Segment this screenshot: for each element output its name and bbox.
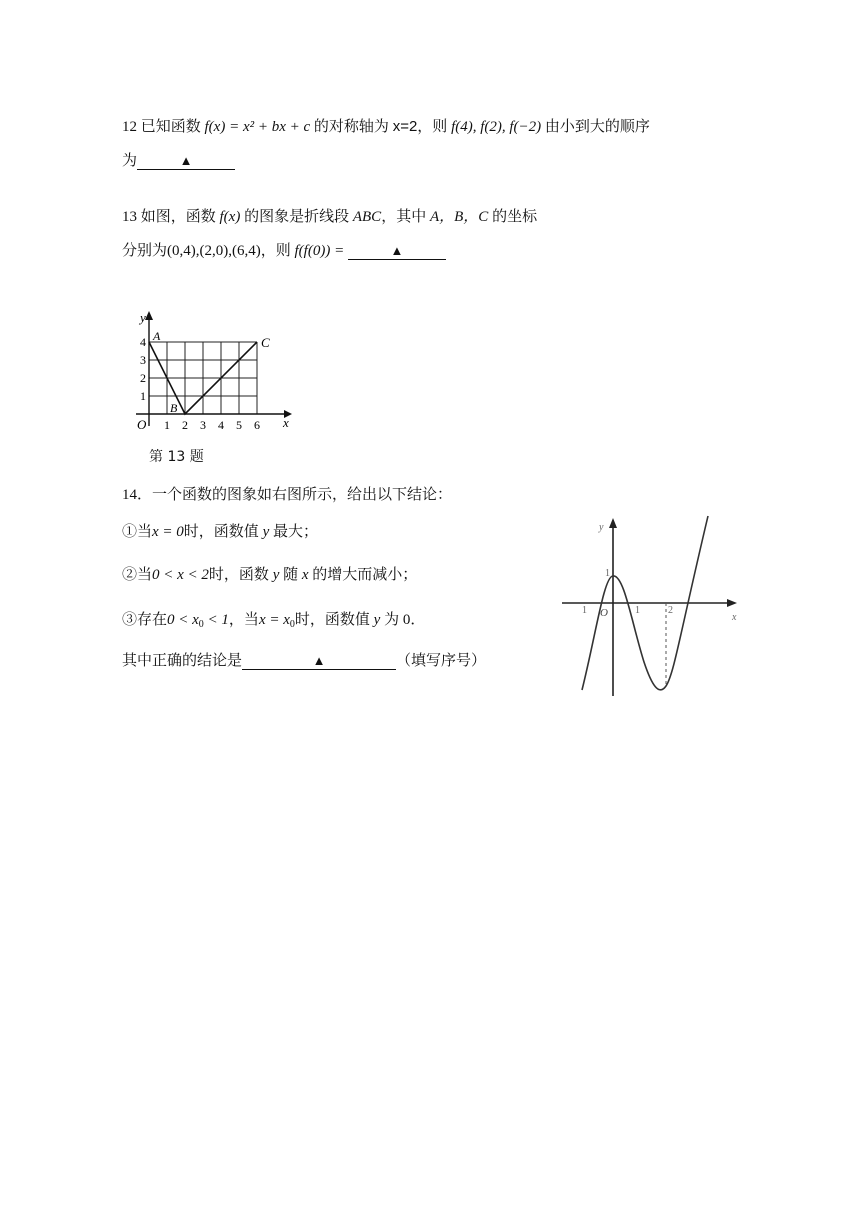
- q13-text-d: 的坐标: [492, 209, 538, 225]
- tick-label-y1: 1: [605, 568, 610, 579]
- q14-conclusion-3: [122, 609, 425, 636]
- x-tick-label: 2: [182, 418, 188, 432]
- q12-axis: x=2: [392, 118, 418, 135]
- q14-intro-text: ．一个函数的图象如右图所示，给出以下结论：: [137, 487, 453, 503]
- q14-c1-cond: x = 0: [152, 524, 184, 540]
- origin-label: O: [137, 417, 147, 432]
- q14-c1-var: y: [262, 524, 270, 540]
- q14-c2-cond: 0 < x < 2: [152, 567, 209, 583]
- y-tick-labels: [140, 335, 146, 403]
- q12-text-b: 的对称轴为: [313, 119, 389, 135]
- x-axis-label: x: [732, 612, 737, 623]
- q14-c1-text-2: 最大；: [272, 524, 318, 540]
- q12-number: 12: [122, 119, 137, 135]
- q14-answer-prefix: 其中正确的结论是: [122, 653, 243, 669]
- q14-conclusion-1: [122, 521, 318, 543]
- q14-c2-var2: x: [301, 567, 309, 583]
- q14-c3-eq: $x = x_0$: [258, 612, 295, 630]
- q12-line-1: [122, 116, 650, 138]
- q14-answer-line: [122, 650, 486, 672]
- q14-c3-text-2: 时，函数值: [294, 612, 370, 628]
- q14-c2-mark: ②当: [122, 567, 153, 583]
- q13-text-b: 的图象是折线段: [244, 209, 350, 225]
- q12-text-a: 已知函数: [140, 119, 201, 135]
- q13-func: f(x): [219, 209, 241, 225]
- triangle-icon: ▲: [312, 653, 326, 668]
- triangle-icon: ▲: [179, 153, 193, 168]
- tick-label-2: 2: [668, 605, 673, 616]
- q14-answer-blank[interactable]: [242, 652, 396, 670]
- x-axis-arrow-icon: [727, 599, 737, 607]
- q12-line-2: [122, 150, 235, 172]
- x-tick-label: 6: [254, 418, 260, 432]
- point-c-label: C: [261, 335, 270, 350]
- q14-c3-text: ，当: [228, 612, 259, 628]
- x-tick-label: 3: [200, 418, 206, 432]
- tick-label-1: 1: [635, 605, 640, 616]
- q12-function: f(x) = x² + bx + c: [204, 119, 311, 135]
- q14-c2-var: y: [272, 567, 280, 583]
- q13-grid: [149, 342, 257, 414]
- y-tick-label: 3: [140, 353, 146, 367]
- x-tick-labels: [164, 418, 260, 432]
- q13-text-e: ，则: [260, 243, 291, 259]
- q14-c2-text-3: 的增大而减小；: [312, 567, 418, 583]
- q14-c3-var: y: [373, 612, 381, 628]
- q13-segment: ABC: [352, 209, 382, 225]
- x-axis-label: x: [283, 415, 289, 430]
- q13-text-a: 如图，函数: [140, 209, 216, 225]
- x-tick-label: 5: [236, 418, 242, 432]
- point-b-label: B: [170, 401, 178, 415]
- triangle-icon: ▲: [390, 243, 404, 258]
- y-axis-arrow-icon: [609, 518, 617, 528]
- y-axis-label: y: [599, 522, 604, 533]
- q14-intro: [122, 484, 452, 506]
- q14-number: 14: [122, 487, 137, 503]
- q14-c3-cond: $0 < x_0 < 1$: [167, 612, 229, 630]
- q13-points: A，B，C: [429, 209, 489, 225]
- q14-answer-suffix: （填写序号）: [396, 653, 487, 669]
- x-tick-label: 4: [218, 418, 224, 432]
- q13-figure-caption: 第 13 题: [149, 449, 204, 465]
- tick-label-neg-1: 1: [582, 605, 587, 616]
- q13-coords: (0,4),(2,0),(6,4): [167, 243, 261, 259]
- q12-values: f(4), f(2), f(−2): [451, 119, 542, 135]
- q12-line2-prefix: 为: [122, 153, 138, 169]
- q13-number: 13: [122, 209, 137, 225]
- y-axis-label: y: [140, 310, 146, 325]
- point-a-label: A: [153, 329, 161, 343]
- q13-figure: [126, 306, 306, 438]
- y-tick-label: 4: [140, 335, 146, 349]
- q13-line-1: [122, 206, 537, 228]
- y-tick-label: 1: [140, 389, 146, 403]
- q14-c1-text: 时，函数值: [183, 524, 259, 540]
- x-tick-label: 1: [164, 418, 170, 432]
- q14-c3-text-3: 为 0．: [384, 612, 426, 628]
- origin-label: O: [600, 607, 608, 619]
- q12-text-c: ，则: [417, 119, 448, 135]
- q13-expr: f(f(0)) =: [294, 243, 345, 259]
- q14-c2-text: 时，函数: [208, 567, 269, 583]
- q12-text-d: 由小到大的顺序: [544, 119, 650, 135]
- q13-line2-prefix: 分别为: [122, 243, 168, 259]
- y-tick-label: 2: [140, 371, 146, 385]
- q14-c2-text-2: 随: [283, 567, 299, 583]
- q13-answer-blank[interactable]: [348, 242, 446, 260]
- q14-c1-mark: ①当: [122, 524, 153, 540]
- q13-line-2: [122, 240, 446, 262]
- q12-answer-blank[interactable]: [137, 152, 235, 170]
- q14-c3-mark: ③存在: [122, 612, 168, 628]
- q14-conclusion-2: [122, 564, 417, 586]
- q14-figure: [556, 514, 746, 700]
- q13-text-c: ，其中: [381, 209, 427, 225]
- y-axis-arrow-icon: [145, 311, 153, 320]
